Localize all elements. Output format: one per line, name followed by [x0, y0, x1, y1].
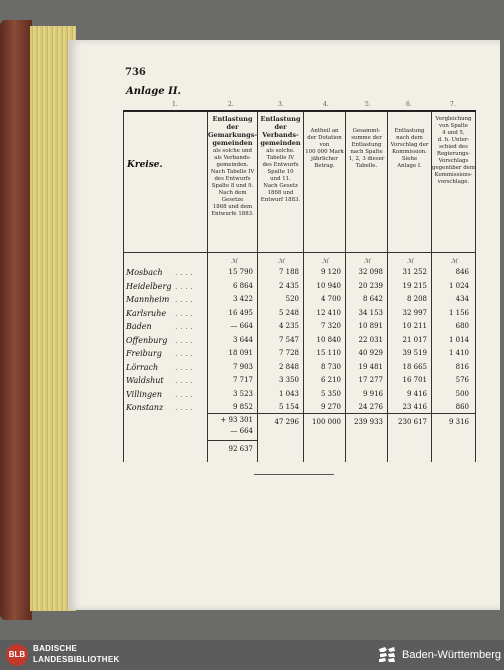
page-number: 736: [125, 67, 146, 78]
table-cell: 40 929: [358, 349, 383, 357]
table-cell: 18 665: [402, 362, 427, 371]
book-cover: [0, 20, 32, 620]
kreis-name: Lörrach: [126, 362, 159, 372]
column-number: 1.: [172, 101, 178, 108]
kreis-name: Baden: [126, 322, 152, 331]
table-cell: — 664: [230, 322, 253, 330]
table-cell: 23 416: [402, 403, 427, 411]
header-col3: Entlastung der Verbands- gemeinden als solche. Tabelle IV des Entwurfs Spalte 10 und 11. Nach Gesetz 1868 und Entwurf 1883.: [260, 115, 301, 203]
table-cell: 4 700: [320, 295, 341, 303]
total-col7: 9 316: [448, 418, 469, 426]
table-cell: 20 239: [358, 281, 383, 290]
table-cell: 8 730: [320, 362, 341, 371]
header-col4: Antheil an der Dotation von 100 000 Mark jährlicher Betrag.: [305, 128, 344, 169]
table-cell: 2 848: [278, 362, 299, 371]
table-cell: 7 188: [278, 268, 299, 276]
table-cell: 3 422: [232, 295, 253, 303]
blb-logo-icon: BLB: [6, 644, 28, 666]
table-cell: 9 120: [320, 268, 341, 276]
table-cell: 16 701: [402, 376, 427, 384]
table-cell: 15 790: [228, 268, 253, 276]
table-cell: 7 320: [320, 322, 341, 330]
total-positive: + 93 301: [220, 416, 253, 424]
leader-dots: . . . .: [175, 403, 193, 412]
annex-title: Anlage II.: [126, 86, 181, 97]
leader-dots: . . . .: [175, 335, 193, 345]
kreis-name: Heidelberg: [126, 281, 172, 291]
kreise-header: Kreise.: [127, 160, 163, 170]
table-cell: 6 210: [320, 376, 341, 384]
table-cell: 1 043: [278, 389, 299, 398]
total-negative: — 664: [230, 427, 253, 435]
table-cell: 9 416: [406, 389, 427, 398]
library-name-line1: BADISCHE: [33, 644, 78, 653]
leader-dots: . . . .: [175, 322, 193, 331]
header-col7: Vergleichung von Spalte 4 und 5, d. h. Unter- schied des Regierungs- Vorschlags gegenüber dem Kommissions- vorschlage.: [432, 116, 475, 185]
table-cell: 7 903: [232, 362, 253, 371]
leader-dots: . . . .: [175, 376, 193, 385]
leader-dots: . . . .: [175, 268, 193, 277]
table-cell: 5 350: [320, 389, 341, 398]
table-cell: 576: [455, 376, 469, 384]
table-cell: 5 154: [278, 403, 299, 411]
table-cell: 500: [455, 389, 469, 398]
column-number: 5.: [365, 101, 371, 108]
table-cell: 9 270: [320, 403, 341, 411]
table-cell: 3 350: [278, 376, 299, 384]
leader-dots: . . . .: [175, 308, 193, 318]
table-cell: 17 277: [358, 376, 383, 384]
column-number: 6.: [406, 101, 412, 108]
table-cell: 434: [455, 295, 469, 303]
unit-mark: ℳ: [407, 258, 414, 265]
kreis-name: Waldshut: [126, 376, 164, 385]
total-col5: 239 933: [354, 418, 383, 426]
header-col5: Gesammt- summe der Entlastung nach Spalte 1, 2, 3 dieser Tabelle.: [348, 128, 385, 169]
leader-dots: . . . .: [175, 389, 193, 399]
table-cell: 520: [285, 295, 299, 303]
kreis-name: Villingen: [126, 389, 163, 399]
table-cell: 10 891: [358, 322, 383, 330]
leader-dots: . . . .: [175, 362, 193, 372]
unit-mark: ℳ: [231, 258, 238, 265]
table-cell: 15 110: [316, 349, 341, 357]
kreis-name: Mosbach: [126, 268, 163, 277]
table-cell: 4 235: [278, 322, 299, 330]
table-cell: 2 435: [278, 281, 299, 290]
table-cell: 860: [455, 403, 469, 411]
book-page: [68, 40, 500, 610]
table-cell: 7 728: [278, 349, 299, 357]
table-cell: 8 642: [362, 295, 383, 303]
header-col6: Entlastung nach dem Vorschlag der Kommission. Siehe Anlage I.: [390, 128, 429, 169]
table-cell: 7 717: [232, 376, 253, 384]
kreis-name: Mannheim: [126, 295, 170, 304]
table-cell: 24 276: [358, 403, 383, 411]
table-cell: 1 024: [448, 281, 469, 290]
table-cell: 1 410: [448, 349, 469, 357]
kreis-name: Offenburg: [126, 335, 168, 345]
table-cell: 10 940: [316, 281, 341, 290]
kreis-name: Karlsruhe: [126, 308, 167, 318]
library-name-line2: LANDESBIBLIOTHEK: [33, 655, 120, 664]
total-col4: 100 000: [312, 418, 341, 426]
table-cell: 846: [455, 268, 469, 276]
data-table: [123, 110, 476, 462]
footer-bar: [0, 640, 504, 670]
column-number: 3.: [278, 101, 284, 108]
state-name: Baden-Württemberg: [402, 649, 502, 661]
table-cell: 7 547: [278, 335, 299, 344]
table-cell: 3 644: [232, 335, 253, 344]
header-rule: [123, 252, 476, 253]
column-number: 4.: [323, 101, 329, 108]
table-cell: 19 481: [358, 362, 383, 371]
total-net: 92 637: [228, 445, 253, 453]
table-cell: 10 840: [316, 335, 341, 344]
unit-mark: ℳ: [278, 258, 285, 265]
table-cell: 32 997: [402, 308, 427, 317]
leader-dots: . . . .: [175, 349, 193, 358]
header-col2: Entlastung der Gemarkungs- gemeinden als solche und als Verbands- gemeinden. Nach Tabelle IV des Entwurfs Spalte 8 und 9. Nach dem Gesetze 1868 und dem Entwurfe 1883.: [208, 115, 258, 217]
table-cell: 34 153: [358, 308, 383, 317]
table-cell: 9 852: [232, 403, 253, 411]
table-cell: 1 014: [448, 335, 469, 344]
leader-dots: . . . .: [175, 295, 193, 304]
table-cell: 22 031: [358, 335, 383, 344]
net-rule: [207, 440, 257, 441]
table-cell: 5 248: [278, 308, 299, 317]
unit-mark: ℳ: [364, 258, 371, 265]
unit-mark: ℳ: [451, 258, 458, 265]
table-cell: 6 864: [232, 281, 253, 290]
table-cell: 1 156: [448, 308, 469, 317]
table-cell: 19 215: [402, 281, 427, 290]
table-cell: 8 208: [406, 295, 427, 303]
column-number: 2.: [228, 101, 234, 108]
total-col6: 230 617: [398, 418, 427, 426]
total-col3: 47 296: [274, 418, 299, 426]
table-cell: 9 916: [362, 389, 383, 398]
table-cell: 39 519: [402, 349, 427, 357]
table-cell: 816: [455, 362, 469, 371]
table-cell: 18 091: [228, 349, 253, 357]
leader-dots: . . . .: [175, 281, 193, 291]
table-row: [123, 399, 476, 416]
kreis-name: Freiburg: [126, 349, 162, 358]
table-cell: 10 211: [402, 322, 427, 330]
table-cell: 16 495: [228, 308, 253, 317]
table-cell: 21 017: [402, 335, 427, 344]
table-cell: 3 523: [232, 389, 253, 398]
unit-mark: ℳ: [322, 258, 329, 265]
table-cell: 31 252: [402, 268, 427, 276]
kreis-name: Konstanz: [126, 403, 164, 412]
lions-crest-icon: [377, 646, 397, 664]
table-cell: 32 098: [358, 268, 383, 276]
column-number: 7.: [450, 101, 456, 108]
table-cell: 12 410: [316, 308, 341, 317]
end-rule: [254, 474, 334, 475]
table-cell: 680: [455, 322, 469, 330]
